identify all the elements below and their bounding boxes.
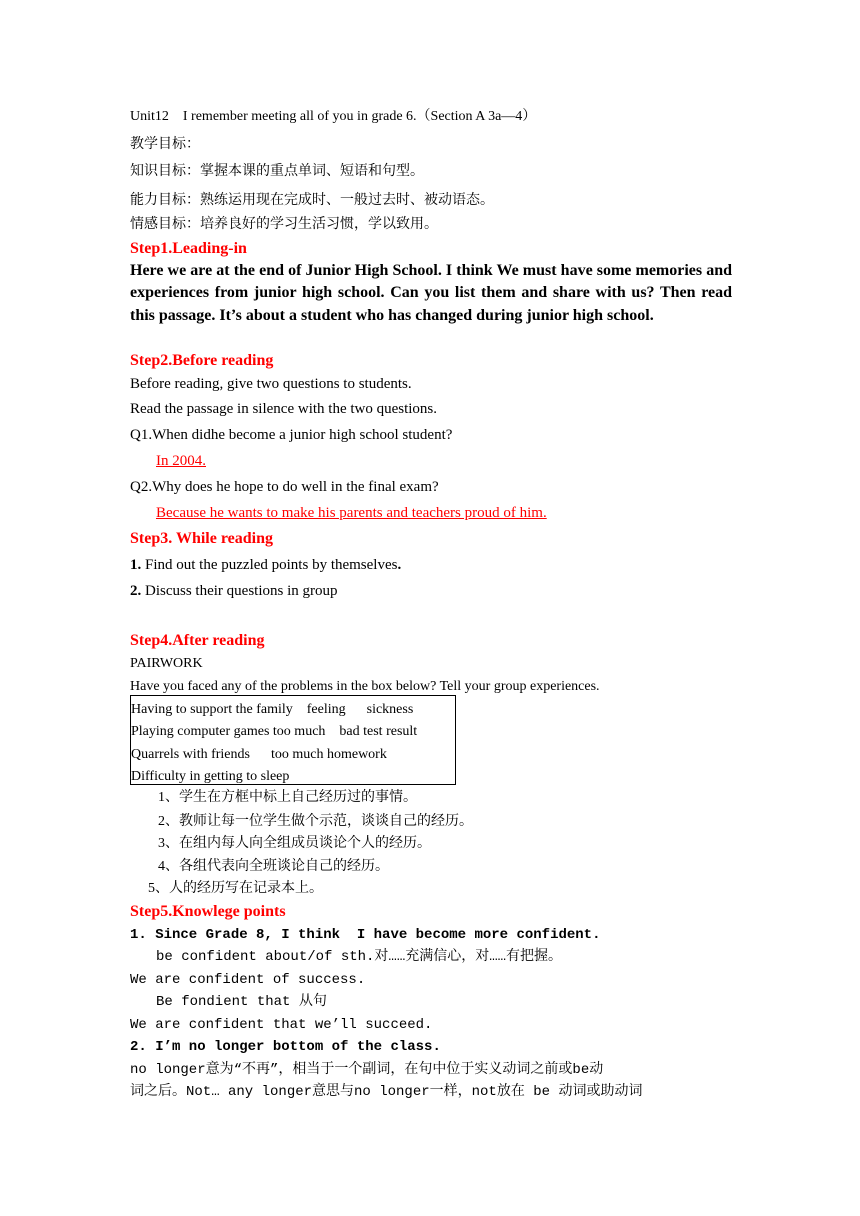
- box-line: Difficulty in getting to sleep: [131, 769, 290, 784]
- problems-box: [130, 695, 456, 785]
- knowledge-objective: 知识目标：掌握本课的重点单词、短语和句型。: [130, 164, 424, 179]
- answer-2: Because he wants to make his parents and teachers proud of him.: [156, 505, 547, 521]
- box-line: Quarrels with friends too much homework: [131, 747, 387, 762]
- item-text: Discuss their questions in group: [141, 583, 338, 599]
- box-line: Having to support the family feeling sickness: [131, 702, 414, 717]
- ability-objective: 能力目标：熟练运用现在完成时、一般过去时、被动语态。: [130, 193, 494, 208]
- item-number: 2.: [130, 583, 142, 599]
- question-2: Q2.Why does he hope to do well in the final exam?: [130, 479, 439, 495]
- point-2-explanation-2: 词之后。Not… any longer意思与no longer一样，not放在 be 动词或助动词: [130, 1084, 643, 1100]
- task-item: 1、学生在方框中标上自己经历过的事情。: [158, 790, 417, 805]
- pairwork-label: PAIRWORK: [130, 656, 203, 671]
- question-1: Q1.When didhe become a junior high school student?: [130, 427, 453, 443]
- pairwork-prompt: Have you faced any of the problems in the box below? Tell your group experiences.: [130, 679, 600, 694]
- step5-heading: Step5.Knowlege points: [130, 903, 286, 920]
- point-2: 2. I’m no longer bottom of the class.: [130, 1039, 441, 1055]
- point-2-explanation-1: no longer意为“不再”，相当于一个副词，在句中位于实义动词之前或be动: [130, 1062, 604, 1078]
- task-item: 5、人的经历写在记录本上。: [148, 881, 323, 896]
- task-item: 3、在组内每人向全组成员谈论个人的经历。: [158, 836, 431, 851]
- point-1-example-1: We are confident of success.: [130, 972, 366, 988]
- item-end: .: [397, 557, 402, 573]
- task-item: 2、教师让每一位学生做个示范，谈谈自己的经历。: [158, 814, 473, 829]
- objectives-heading: 教学目标：: [130, 137, 200, 152]
- step3-heading: Step3. While reading: [130, 530, 273, 547]
- point-1-usage: be confident about/of sth.对……充满信心，对……有把握。: [156, 949, 563, 965]
- task-item: 4、各组代表向全班谈论自己的经历。: [158, 859, 389, 874]
- step1-text: Here we are at the end of Junior High School. I think We must have some memories and experiences from junior high school. Can you list them and share with us? Then read this passage. It’s about a student who has changed during junior high school.: [130, 262, 732, 324]
- step3-item-1: [130, 555, 401, 575]
- step2-line2: Read the passage in silence with the two questions.: [130, 401, 438, 417]
- point-1-example-2: We are confident that we’ll succeed.: [130, 1017, 433, 1033]
- step4-heading: Step4.After reading: [130, 632, 265, 649]
- emotion-objective: 情感目标：培养良好的学习生活习惯，学以致用。: [130, 217, 438, 232]
- step2-heading: Step2.Before reading: [130, 352, 274, 369]
- step3-item-2: [130, 581, 338, 601]
- answer-1: In 2004.: [156, 453, 206, 469]
- lesson-title: Unit12 I remember meeting all of you in grade 6.（Section A 3a—4）: [130, 109, 537, 124]
- box-line: Playing computer games too much bad test result: [131, 724, 418, 739]
- step1-heading: Step1.Leading-in: [130, 240, 247, 257]
- step2-line1: Before reading, give two questions to students.: [130, 376, 412, 392]
- item-number: 1.: [130, 557, 142, 573]
- point-1: 1. Since Grade 8, I think I have become more confident.: [130, 927, 601, 943]
- item-text: Find out the puzzled points by themselves: [141, 557, 398, 573]
- point-1-pattern: Be fondient that 从句: [156, 994, 327, 1010]
